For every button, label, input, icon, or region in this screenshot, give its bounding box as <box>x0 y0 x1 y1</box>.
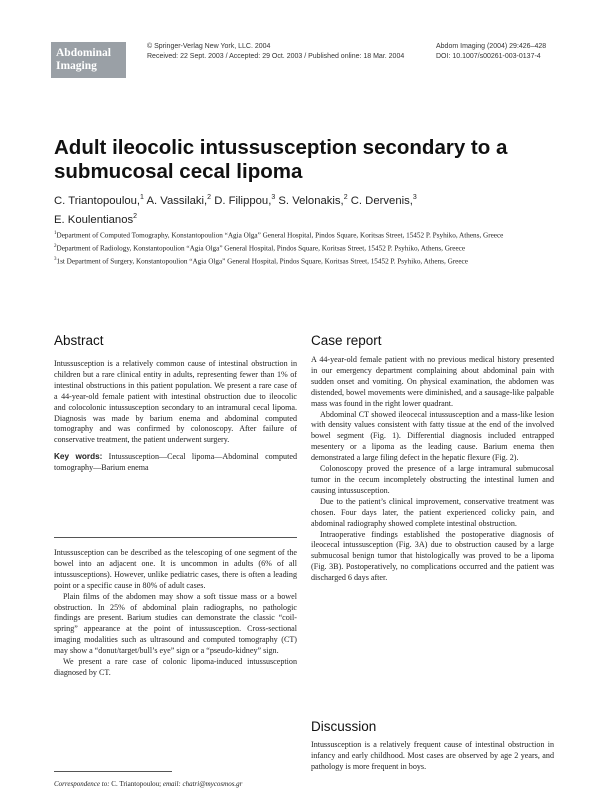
affiliations <box>54 229 554 267</box>
case-report-heading: Case report <box>311 333 382 348</box>
publication-info <box>147 42 404 61</box>
journal-logo-line2: Imaging <box>56 59 97 72</box>
keywords: Key words: Intussusception—Cecal lipoma—Abdominal computed tomography—Barium enema <box>54 452 297 473</box>
author-list <box>54 190 554 228</box>
affiliation: $^3$1st Department of Surgery, Konstantopoulion “Agia Olga” General Hospital, Pindos Square, Koritsas Street, 15452 P. Psyhiko, Athens, Greece <box>54 256 468 265</box>
correspondence-note: Correspondence to: C. Triantopoulou; email: chatri@mycosmos.gr <box>54 780 243 788</box>
case-paragraph: Due to the patient’s clinical improvement, conservative treatment was chosen. Four days later, the patient experienced colicky pain, and abdominal radiography showed complete intestinal obstruction. <box>311 496 554 528</box>
journal-logo-line1: Abdominal <box>56 47 111 59</box>
article-title: Adult ileocolic intussusception secondary to a submucosal cecal lipoma <box>54 136 508 183</box>
citation-info <box>436 42 546 61</box>
case-paragraph: Colonoscopy proved the presence of a large intramural submucosal tumor in the cecum incompletely obstructing the intestinal lumen and causing intussusception. <box>311 464 554 495</box>
case-report-section <box>311 333 554 584</box>
author: C. Dervenis,$^3$ <box>350 194 417 207</box>
discussion-section <box>311 719 554 773</box>
discussion-heading: Discussion <box>311 719 377 734</box>
affiliation: $^1$Department of Computed Tomography, Konstantopoulion “Agia Olga” General Hospital, Pindos Square, Koritsas Street, 15452 P. Psyhiko, Athens, Greece <box>54 231 504 240</box>
author: A. Vassilaki,$^2$ <box>146 194 212 207</box>
author: C. Triantopoulou,$^1$ <box>54 194 144 207</box>
introduction-body <box>54 548 297 679</box>
section-divider <box>54 537 297 538</box>
author: S. Velonakis,$^2$ <box>278 194 348 207</box>
abstract-text: Intussusception is a relatively common cause of intestinal obstruction in children but a rare clinical entity in adults, representing fewer than 1% of intestinal obstructions in this patient population. We present a rare case of a 44-year-old female patient with intestinal obstruction due to ileocolic and colocolonic intussusception secondary to an intramural cecal lipoma. Diagnosis was made by barium enema and abdominal computed tomography and was confirmed by colonoscopy. After failure of conservative treatment, the patient underwent surgery. <box>54 359 297 445</box>
author: E. Koulentianos$^2$ <box>54 212 138 226</box>
doi-line: DOI: 10.1007/s00261-003-0137-4 <box>436 52 541 60</box>
discussion-text: Intussusception is a relatively frequent cause of intestinal obstruction in infancy and early childhood. Most cases are observed by age 2 years, and pathology is more frequent in boys. <box>311 740 554 771</box>
intro-paragraph: Plain films of the abdomen may show a soft tissue mass or a bowel obstruction. In 25% of abdominal plain radiographs, no pathologic findings are present. Barium studies can demonstrate the classic “coil-spring” appearance at the point of intussusception. Cross-sectional imaging modalities such as ultrasound and computed tomography (CT) may show a “donut/target/bull’s eye” sign or a “pseudo-kidney” sign. <box>54 591 297 656</box>
citation-line: Abdom Imaging (2004) 29:426–428 <box>436 43 547 50</box>
footnote-divider <box>54 771 172 772</box>
intro-paragraph: We present a rare case of colonic lipoma-induced intussusception diagnosed by CT. <box>54 657 297 677</box>
author: D. Filippou,$^3$ <box>214 194 276 207</box>
journal-logo <box>51 42 126 78</box>
case-paragraph: Intraoperative findings established the postoperative diagnosis of ileocecal intussusception (Fig. 3A) due to obstruction caused by a large submucosal benign tumor that histologically was proved to be a lipoma (Fig. 3B). Postoperatively, no complications occurred and the patient was discharged 6 days after. <box>311 529 554 583</box>
abstract-heading: Abstract <box>54 333 104 348</box>
dates-line: Received: 22 Sept. 2003 / Accepted: 29 Oct. 2003 / Published online: 18 Mar. 2004 <box>147 52 405 60</box>
case-paragraph: Abdominal CT showed ileocecal intussusception and a mass-like lesion with density values consistent with fatty tissue at the end of the involved bowel segment (Fig. 1). Differential diagnosis included entrapped mesentery or a lipoma as the leading cause. Barium enema then demonstrated a large filing defect in the hepatic flexure (Fig. 2). <box>311 409 554 463</box>
copyright-line: © Springer-Verlag New York, LLC. 2004 <box>147 43 271 50</box>
affiliation: $^2$Department of Radiology, Konstantopoulion “Agia Olga” General Hospital, Pindos Square, Koritsas Street, 15452 P. Psyhiko, Athens, Greece <box>54 243 466 253</box>
case-paragraph: A 44-year-old female patient with no previous medical history presented in our emergency department complaining about abdominal pain with sudden onset and vomiting. On physical examination, the abdomen was distended, bowel movements were diminished, and a sausage-like palpable mass was found in the right lower quadrant. <box>311 355 554 408</box>
correspondence-email[interactable]: chatri@mycosmos.gr <box>182 780 243 788</box>
abstract-section <box>54 333 297 474</box>
intro-paragraph: Intussusception can be described as the telescoping of one segment of the bowel into an adjacent one. It is uncommon in adults (6% of all intussusceptions). However, unlike pediatric cases, there is often a leading point or a specific cause in 80% of adult cases. <box>54 548 297 590</box>
